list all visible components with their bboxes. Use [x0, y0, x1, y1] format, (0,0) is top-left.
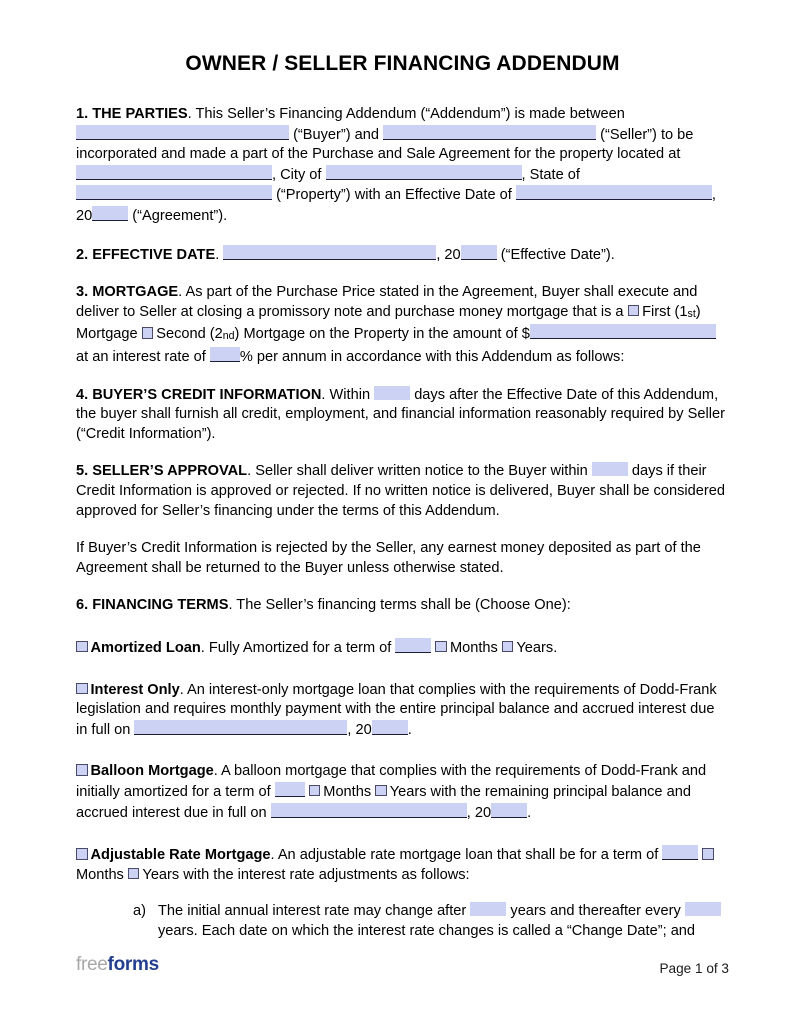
page-title: OWNER / SELLER FINANCING ADDENDUM [185, 52, 620, 75]
mortgage-text-3: at an interest rate of [76, 349, 206, 366]
mortgage-text-4: % per annum in accordance with this Addendum as follows: [239, 349, 625, 366]
checkbox-arm-years[interactable] [128, 868, 140, 880]
mortgage-amount-blank[interactable] [530, 324, 716, 339]
property-city-blank[interactable] [326, 165, 522, 180]
parties-text-1: . This Seller’s Financing Addendum (“Addendum”) is made between [187, 106, 625, 123]
interest-only-label: Interest Only [90, 681, 180, 698]
interest-only-text-3: . [407, 721, 412, 738]
logo-text-forms: forms [107, 954, 159, 975]
checkbox-balloon-years[interactable] [375, 785, 387, 797]
first-mortgage-label-pre: First (1 [642, 303, 688, 320]
section-credit-information [76, 386, 729, 445]
arm-sub-item-a-body [158, 902, 729, 941]
parties-text-2: (“Buyer”) and [293, 126, 380, 143]
agreement-date-blank[interactable] [516, 185, 712, 200]
checkbox-balloon-months[interactable] [309, 785, 321, 797]
arm-item-a-text-3: years. Each date on which the interest rate changes is called a “Change Date”; and [158, 922, 696, 939]
amortized-years-label: Years. [516, 639, 558, 656]
second-mortgage-label-pre: Second (2 [156, 326, 223, 343]
first-mortgage-ordinal: st [687, 307, 696, 320]
arm-item-a-text-2: years and thereafter every [510, 903, 681, 920]
checkbox-second-mortgage[interactable] [142, 327, 154, 339]
page-footer [76, 954, 729, 976]
section-effective-date [76, 245, 729, 266]
page-number: Page 1 of 3 [659, 961, 729, 976]
option-adjustable-rate-mortgage [76, 845, 729, 885]
balloon-due-date-blank[interactable] [271, 803, 467, 818]
checkbox-interest-only[interactable] [76, 683, 88, 695]
parties-text-6: (“Property”) with an Effective Date of [276, 187, 512, 204]
section-heading-sellers-approval: 5. SELLER’S APPROVAL [76, 463, 248, 480]
section-heading-mortgage: 3. MORTGAGE [76, 284, 179, 301]
property-state-blank[interactable] [76, 185, 272, 200]
credit-information-text-2: days after the Effective Date of this Addendum, the buyer shall furnish all credit, employment, and financial information reasonably required by Seller (“Credit Information”). [76, 386, 725, 442]
arm-years-label: Years with the interest rate adjustments as follows: [142, 866, 470, 883]
section-the-parties [76, 105, 729, 227]
sellers-approval-text-1: . Seller shall deliver written notice to the Buyer within [247, 463, 588, 480]
amortized-term-blank[interactable] [395, 638, 431, 653]
amortized-months-label: Months [449, 639, 498, 656]
freeforms-logo[interactable] [76, 954, 159, 976]
section-sellers-approval [76, 462, 729, 521]
effective-date-text-1: . [215, 246, 220, 263]
checkbox-amortized-years[interactable] [502, 641, 514, 653]
balloon-years-label: Years with the remaining principal balance and accrued interest due in full on [76, 783, 691, 821]
balloon-text-3: . [527, 804, 532, 821]
effective-date-text-2: , 20 [436, 246, 461, 263]
arm-months-label: Months [76, 866, 124, 883]
credit-days-blank[interactable] [374, 386, 410, 400]
effective-date-year-blank[interactable] [461, 245, 497, 260]
checkbox-first-mortgage[interactable] [628, 305, 640, 317]
balloon-text-1: . A balloon mortgage that complies with the requirements of Dodd-Frank and initially amortized for a term of [76, 763, 707, 800]
option-balloon-mortgage [76, 762, 729, 823]
section-heading-financing-terms: 6. FINANCING TERMS [76, 597, 229, 614]
interest-only-due-date-blank[interactable] [134, 720, 347, 735]
approval-days-blank[interactable] [592, 462, 628, 476]
balloon-months-label: Months [323, 783, 372, 800]
seller-name-blank[interactable] [383, 125, 596, 140]
arm-text-1: . An adjustable rate mortgage loan that shall be for a term of [270, 847, 659, 864]
checkbox-balloon-mortgage[interactable] [76, 764, 88, 776]
agreement-year-blank[interactable] [92, 206, 128, 221]
parties-text-5: , State of [521, 166, 580, 183]
amortized-loan-text-1: . Fully Amortized for a term of [200, 639, 392, 656]
section-heading-credit-information: 4. BUYER’S CREDIT INFORMATION [76, 386, 322, 403]
parties-text-7: , 20 [76, 187, 716, 225]
arm-sub-item-a-marker: a) [133, 903, 146, 920]
checkbox-amortized-loan[interactable] [76, 641, 88, 653]
arm-item-a-text-1: The initial annual interest rate may change after [158, 903, 467, 920]
arm-label: Adjustable Rate Mortgage [90, 847, 271, 864]
arm-sub-item-a [76, 902, 729, 941]
option-interest-only [76, 681, 729, 741]
checkbox-arm-months[interactable] [702, 848, 714, 860]
parties-text-3: (“Seller”) to be incorporated and made a part of the Purchase and Sale Agreement for the property located at [76, 126, 694, 163]
interest-only-text-2: , 20 [347, 721, 372, 738]
effective-date-text-3: (“Effective Date”). [500, 246, 615, 263]
parties-text-4: , City of [272, 166, 322, 183]
first-mortgage-label-post: ) Mortgage [76, 303, 701, 343]
balloon-due-year-blank[interactable] [491, 803, 527, 818]
arm-subsequent-change-years-blank[interactable] [685, 902, 721, 916]
arm-first-change-years-blank[interactable] [470, 902, 506, 916]
buyer-name-blank[interactable] [76, 125, 289, 140]
logo-text-free: free [76, 954, 108, 975]
interest-only-due-year-blank[interactable] [372, 720, 408, 735]
checkbox-adjustable-rate-mortgage[interactable] [76, 848, 88, 860]
section-heading-the-parties: 1. THE PARTIES [76, 106, 188, 123]
section-mortgage [76, 283, 729, 367]
mortgage-text-1: . As part of the Purchase Price stated in the Agreement, Buyer shall execute and deliver to Seller at closing a promissory note and purchase money mortgage that is a [76, 284, 698, 320]
checkbox-amortized-months[interactable] [435, 641, 447, 653]
arm-term-blank[interactable] [662, 845, 698, 860]
balloon-term-blank[interactable] [275, 782, 305, 797]
balloon-mortgage-label: Balloon Mortgage [90, 763, 214, 780]
interest-only-text-1: . An interest-only mortgage loan that complies with the requirements of Dodd-Frank legislation and requires monthly payment with the entire principal balance and accrued interest due in full on [76, 681, 717, 738]
section-heading-effective-date: 2. EFFECTIVE DATE [76, 246, 216, 263]
second-mortgage-label-post: ) Mortgage on the Property in the amount of [234, 326, 518, 343]
section-financing-terms [76, 596, 729, 616]
sellers-approval-text-2: days if their Credit Information is approved or rejected. If no written notice is delivered, Buyer shall be considered approved for Seller’s financing under the terms of this Addendum. [76, 463, 725, 519]
credit-information-text-1: . Within [321, 386, 371, 403]
second-mortgage-ordinal: nd [222, 330, 235, 343]
option-amortized-loan [76, 638, 729, 659]
effective-date-blank[interactable] [223, 245, 436, 260]
mortgage-dollar-sign: $ [521, 326, 530, 343]
credit-rejected-paragraph: If Buyer’s Credit Information is rejected by the Seller, any earnest money deposited as part of the Agreement shall be returned to the Buyer unless otherwise stated. [76, 540, 701, 576]
financing-terms-text-1: . The Seller’s financing terms shall be (Choose One): [228, 597, 571, 614]
parties-text-8: (“Agreement”). [132, 208, 228, 225]
amortized-loan-label: Amortized Loan [90, 639, 201, 656]
balloon-text-2: , 20 [466, 804, 492, 821]
interest-rate-blank[interactable] [210, 347, 240, 362]
property-address-blank[interactable] [76, 165, 272, 180]
